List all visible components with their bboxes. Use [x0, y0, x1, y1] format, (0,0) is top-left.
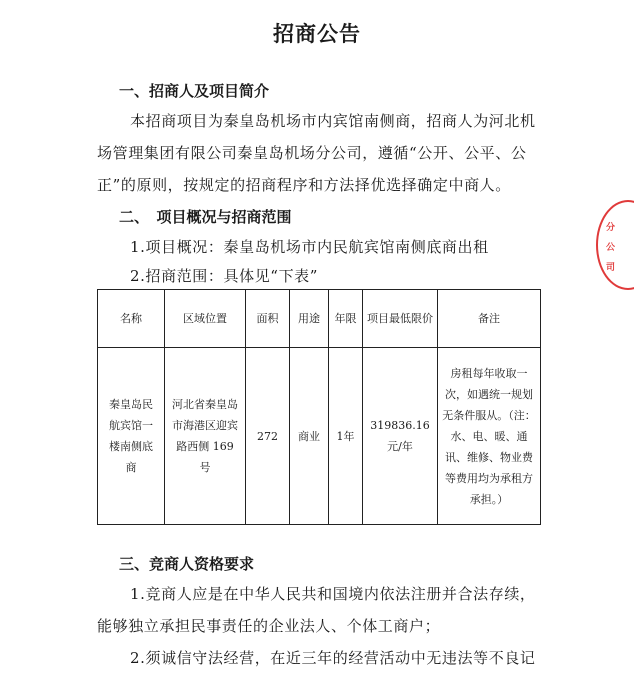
table-header-row — [98, 290, 541, 348]
cell-use: 商业 — [290, 348, 329, 525]
cell-term: 1年 — [329, 348, 363, 525]
section2-item-2: 2.招商范围：具体见“下表” — [130, 267, 319, 285]
section3-line-1: 1.竞商人应是在中华人民共和国境内依法注册并合法存续， — [130, 585, 536, 603]
cell-name: 秦皇岛民航宾馆一楼南侧底商 — [98, 348, 165, 525]
section1-line-3: 正”的原则，按规定的招商程序和方法择优选择确定中商人。 — [97, 176, 511, 194]
header-use: 用途 — [290, 290, 329, 348]
header-location: 区域位置 — [165, 290, 246, 348]
official-seal — [596, 200, 634, 290]
cell-price: 319836.16元/年 — [363, 348, 438, 525]
section1-heading: 一、招商人及项目简介 — [119, 82, 270, 100]
header-note: 备注 — [438, 290, 541, 348]
section3-line-2: 能够独立承担民事责任的企业法人、个体工商户； — [97, 617, 441, 635]
header-name: 名称 — [98, 290, 165, 348]
section1-line-1: 本招商项目为秦皇岛机场市内宾馆南侧商，招商人为河北机 — [130, 112, 536, 130]
seal-char-1: 分 — [606, 223, 616, 233]
section1-line-2: 场管理集团有限公司秦皇岛机场分公司，遵循“公开、公平、公 — [97, 144, 527, 162]
seal-char-2: 公 — [606, 243, 616, 253]
section3-line-3: 2.须诚信守法经营，在近三年的经营活动中无违法等不良记 — [130, 649, 536, 667]
seal-char-3: 司 — [606, 263, 616, 273]
table-row — [98, 348, 541, 525]
header-area: 面积 — [246, 290, 290, 348]
project-table — [97, 289, 541, 525]
section2-item-1: 1.项目概况：秦皇岛机场市内民航宾馆南侧底商出租 — [130, 238, 489, 256]
cell-area: 272 — [246, 348, 290, 525]
header-term: 年限 — [329, 290, 363, 348]
page-title: 招商公告 — [273, 22, 361, 46]
section3-heading: 三、竞商人资格要求 — [119, 555, 255, 573]
section2-heading: 二、 项目概况与招商范围 — [119, 208, 292, 226]
cell-location: 河北省秦皇岛市海港区迎宾路西侧 169 号 — [165, 348, 246, 525]
cell-note: 房租每年收取一次，如遇统一规划无条件服从。（注：水、电、暖、通讯、维修、物业费等费用均为承租方承担。） — [438, 348, 541, 525]
header-price: 项目最低限价 — [363, 290, 438, 348]
